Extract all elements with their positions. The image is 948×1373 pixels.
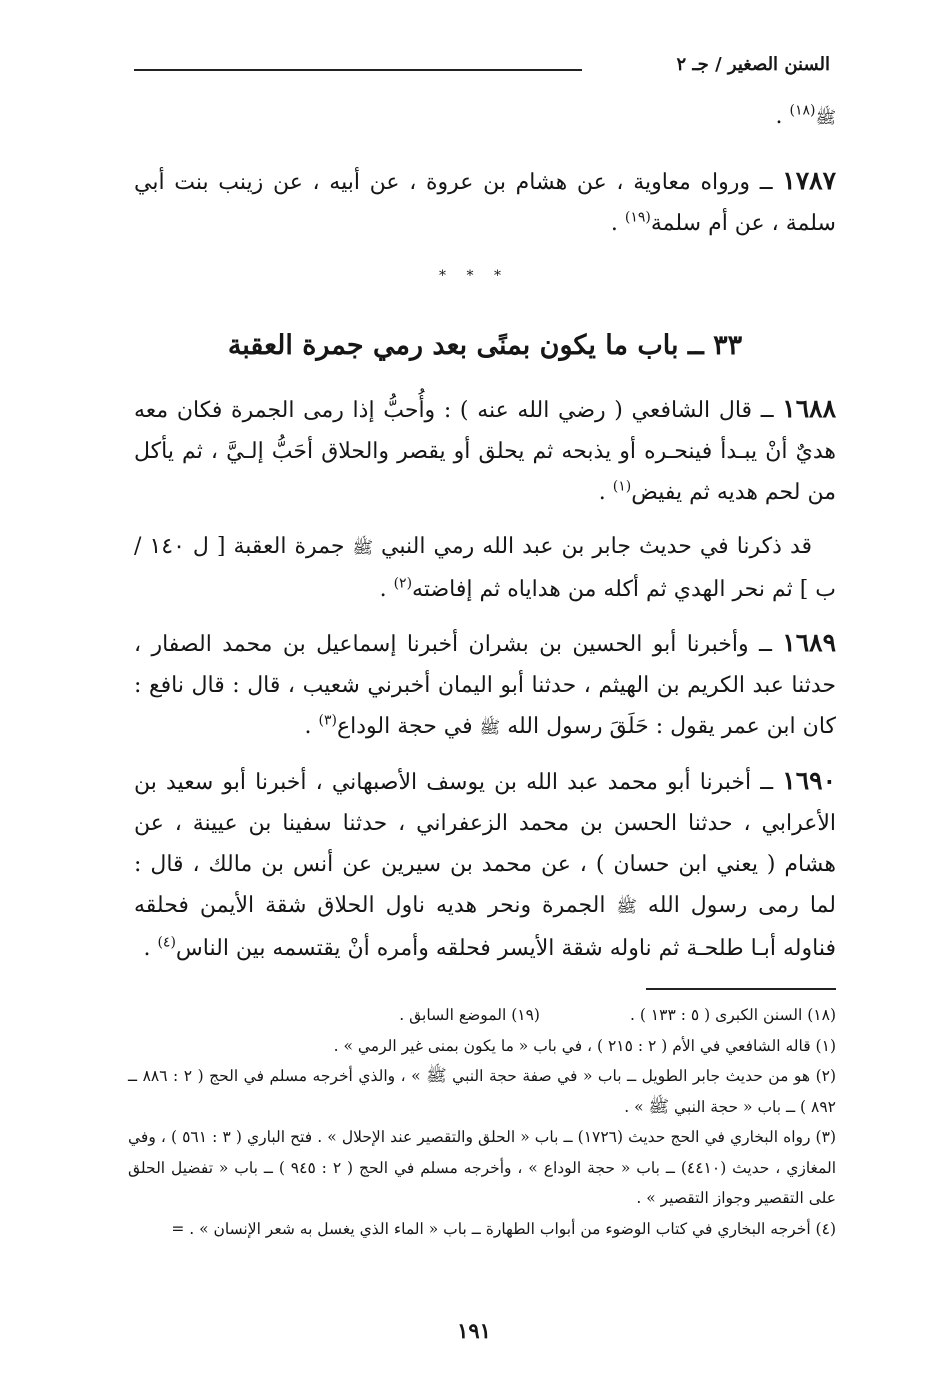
sentence-end: . [143, 936, 158, 961]
footnote-ref: (٤) [157, 934, 176, 951]
sentence-end: . [304, 714, 319, 739]
hadith-text: ــ أخبرنا أبو محمد عبد الله بن يوسف الأصبهاني ، أخبرنا أبو سعيد بن الأعرابي ، حدثنا الحسن بن محمد الزعفراني ، حدثنا سفينا بن عيينة ، عن هشام ( يعني ابن حسان ) ، عن محمد بن سيرين عن أنس بن مالك ، قال : لما رمى رسول الله [134, 770, 836, 918]
sentence-end: . [775, 104, 790, 129]
footnote-2 [128, 1061, 836, 1122]
hadith-text: ــ قال الشافعي ( رضي الله عنه ) : وأُحبُّ إذا رمى الجمرة فكان معه هديٌ أنْ يبـدأ فينحـره أو يذبحه ثم يحلق أو يقصر والحلاق أحَبُّ إلـيَّ ، ثم يأكل من لحم هديه ثم يفيض [134, 398, 836, 505]
header-rule [134, 69, 582, 71]
hadith-1689 [134, 622, 836, 749]
salla-symbol: ﷺ [479, 718, 501, 738]
hadith-number: ١٧٨٧ [782, 166, 836, 195]
footnote-3: (٣) رواه البخاري في الحج حديث (١٧٢٦) ــ باب « الحلق والتقصير عند الإحلال » . فتح الباري ( ٣ : ٥٦١ ) ، وفي المغازي ، حديث (٤٤١٠) ــ باب « حجة الوداع » ، وأخرجه مسلم في الحج ( ٢ : ٩٤٥ ) ــ باب « تفضيل الحلق على التقصير وجواز التقصير » . [128, 1128, 837, 1207]
sentence-end: . [598, 480, 613, 505]
footnote-ref: (١٨) [789, 102, 816, 119]
footnote-1: (١) قاله الشافعي في الأم ( ٢ : ٢١٥ ) ، في باب « ما يكون بمنى غير الرمي » . [333, 1036, 836, 1055]
running-header [134, 50, 830, 80]
chapter-heading: ٣٣ ــ باب ما يكون بمنًى بعد رمي جمرة العقبة [227, 330, 743, 361]
hadith-text: ــ ورواه معاوية ، عن هشام بن عروة ، عن أبيه ، عن زينب بنت أبي سلمة ، عن أم سلمة [134, 170, 836, 236]
footnote-text: » . [624, 1097, 649, 1116]
salla-symbol: ﷺ [648, 1096, 670, 1117]
section-divider: * * * [439, 268, 509, 284]
page-number: ١٩١ [457, 1318, 491, 1343]
hadith-text: ــ وأخبرنا أبو الحسين بن بشران أخبرنا إسماعيل بن محمد الصفار ، حدثنا عبد الكريم بن الهيثم ، حدثنا أبو اليمان أخبرني شعيب ، قال : قال نافع : كان ابن عمر يقول : حَلَقَ رسول الله [134, 632, 836, 739]
footnote-18: (١٨) السنن الكبرى ( ٥ : ١٣٣ ) . [629, 1006, 836, 1024]
footnote-19: (١٩) الموضع السابق . [399, 1006, 540, 1024]
footnotes [128, 1000, 836, 1244]
hadith-number: ١٦٨٨ [782, 394, 836, 423]
running-header-title: السنن الصغير / جـ ٢ [676, 54, 830, 75]
salla-symbol: ﷺ [426, 1066, 447, 1086]
hadith-number: ١٦٨٩ [782, 628, 836, 657]
note-text: جمرة العقبة [ ل ١٤٠ / ب ] ثم نحر الهدي ثم أكله من هداياه ثم إفاضته [134, 534, 836, 602]
salla-symbol: ﷺ [815, 108, 836, 128]
hadith-1688 [134, 388, 836, 513]
hadith-1690 [134, 760, 836, 969]
note-text: قد ذكرنا في حديث جابر بن عبد الله رمي النبي [373, 534, 813, 559]
footnote-row [128, 1000, 836, 1031]
footnote-text: (٢) هو من حديث جابر الطويل ــ باب « في صفة حجة النبي [446, 1067, 837, 1085]
editor-note [134, 526, 836, 610]
hadith-1787 [134, 160, 836, 244]
salla-symbol: ﷺ [616, 897, 637, 917]
salla-symbol: ﷺ [352, 538, 374, 558]
sentence-end: . [379, 577, 394, 602]
hadith-text: في حجة الوداع [337, 714, 480, 739]
footnote-ref: (١٩) [624, 209, 651, 226]
footnote-ref: (٢) [393, 575, 413, 592]
footnote-text: » ، والذي أخرجه مسلم في الحج ( ٢ : ٨٨٦ ــ ٨٩٢ ) ــ باب « حجة النبي [128, 1067, 836, 1116]
footnote-rule [646, 988, 836, 990]
sentence-end: . [610, 211, 625, 236]
footnote-ref: (٣) [318, 712, 337, 729]
hadith-text: الجمرة ونحر هديه ناول الحلاق شقة الأيمن فحلقه فناوله أبـا طلحـة ثم ناوله شقة الأيسر فحلقه وأمره أنْ يقتسمه بين الناس [134, 893, 836, 961]
hadith-number: ١٦٩٠ [782, 766, 836, 795]
footnote-4: (٤) أخرجه البخاري في كتاب الوضوء من أبواب الطهارة ــ باب « الماء الذي يغسل به شعر الإنسان » . = [171, 1219, 836, 1238]
carryover-line [134, 96, 836, 139]
footnote-ref: (١) [612, 478, 632, 495]
